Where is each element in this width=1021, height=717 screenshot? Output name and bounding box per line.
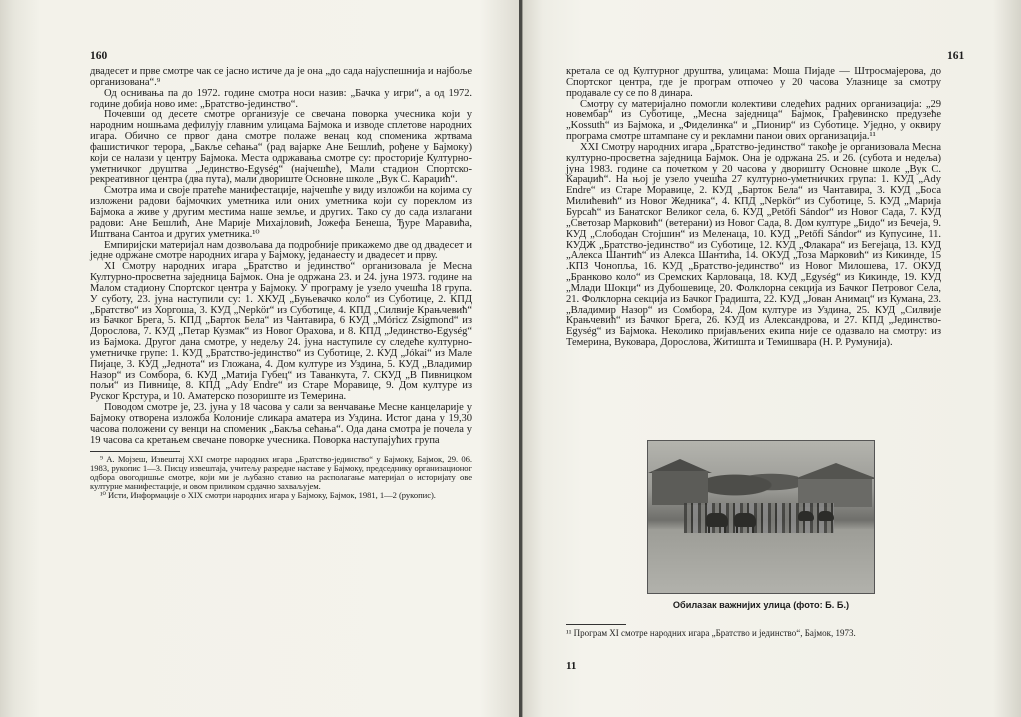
body-text: [90, 67, 472, 501]
paragraph: Смотра има и своје пратеће манифестације, најчешће у виду изложби на којима су изложени радови бајмочких уметника или оних уметника који су пореклом из Бајмока а живе у другим местима наше земље, и других. Тако су до сада излагани радови: Ане Бешлић, Ане Марије Михајловић, Јожефа Бенеша, Ђуре Маравића, Иштвана Сантоа и других уметника.¹⁰: [90, 185, 472, 240]
page-number: 160: [90, 50, 108, 62]
footnotes: [566, 620, 941, 638]
footnote: ¹¹ Програм XI смотре народних игара „Братство и јединство“, Бајмок, 1973.: [566, 628, 856, 638]
figure: [647, 440, 875, 610]
page-number: 161: [947, 50, 965, 62]
paragraph: XXI Смотру народних игара „Братство-јединство“ такође је организовала Месна културно-просветна заједница Бајмок. Она је одржана 25. и 26. (субота и недеља) јуна 1983. године са почетком у 20 часова у дворишту Основне школе „Вук С. Караџић“. На њој је узело учешћа 27 културно-уметничких група: 1. КУД „Ady Endre“ из Старе Моравице, 2. КУД „Барток Бела“ из Чантавира, 3. КУД „Боса Милићевић“ из Новог Жедника“, 4. КПД „Nepkör“ из Суботице, 5. КУД „Марија Бурсаћ“ из Банатског Великог села, 6. КУД „Petőfi Sándor“ из Новог Сада, 7. КУД „Светозар Марковић“ (ветерани) из Новог Сада, 8. Дом културе „Бидо“ из Бечеја, 9. КУД „Слободан Стојшин“ из Меленаца, 10. КУД „Petőfi Sándor“ из Купусине, 11. КУДЖ „Братство-јединство“ из Суботице, 12. КУД „Флакара“ из Бегејаца, 13. КУД „Алекса Шантић“ из Алекса Шантића, 14. ОКУД „Тоза Марковић“ из Кикинде, 15 .КПЗ Чонопља, 16. КУД „Братство-јединство“ из Новог Милошева, 17. ОКУД „Бранково коло“ из Сремских Карловаца, 18. КУД „Egység“ из Кикинде, 19. КУД „Млади Шокци“ из Дубошевице, 20. Фолклорна секција из Бачког Петровог Села, 21. Фолклорна секција из Бачког Градишта, 22. КУД „Јован Анимац“ из Кумана, 23. „Владимир Назор“ из Сомбора, 24. Дом културе из Уздина, 25. КУД „Силвије Крањчевић“ из Бачког Брега, 26. КУД из Александрова, и 27. КПД „Јединство-Egység“ из Бајмока. Неколико пријављених екипа није се одазвало на смотру: из Темерина, Вуковара, Дорослова, Житишта и Темишвара (Н. Р. Румунија).: [566, 141, 941, 349]
footnote-divider: [90, 451, 180, 452]
footnote-divider: [566, 624, 626, 625]
right-page: [522, 0, 1021, 717]
photo-caption: Обилазак важнијих улица (фото: Б. Б.): [672, 600, 850, 610]
paragraph: Поводом смотре је, 23. јуна у 18 часова у сали за венчавање Месне канцеларије у Бајмоку отворена изложба Колоније сликара аматера из Уздина. Истог дана у 19,30 часова положени су венци на споменик „Бакља сећања“. Ода дана смотра је почела у 19 часова са кретањем свечане поворке учесника. Поворка наступајућих група: [90, 402, 472, 446]
paragraph: Почевши од десете смотре организује се свечана поворка учесника који у народним ношњама дефилују главним улицама Бајмока и изводе сплетове народних игара. Обично се првог дана смотре полаже венац код споменика жртвама фашистичког терора, „Бакље сећања“ (рад вајарке Ане Бешлић, рођене у Бајмоку) који се налази у центру Бајмока. Места одржавања смотре су: просторије Културно-уметничког друштва „Јединство-Egység“ (најчешће), Мали стадион Спортско-рекреативног центра (два пута), мали двориште Основне школе „Вук С. Караџић“.: [90, 109, 472, 186]
footnote: ¹⁰ Исти, Информације о XIX смотри народних игара у Бајмоку, Бајмок, 1981, 1—2 (рукопис).: [100, 490, 436, 501]
paragraph: кретала се од Културног друштва, улицама: Моша Пијаде — Штросмајерова, до Спортског центра, где је програм отпочео у 20 часова Улазнице за смотру продавале су се по 8 динара.: [566, 66, 941, 99]
paragraph: Емпиријски материјал нам дозвољава да подробније прикажемо две од двадесет и једне одржане смотре народних игара у Бајмоку, једанаесту и двадесет и прву.: [90, 239, 472, 262]
body-text: [566, 67, 941, 349]
footnotes: [90, 455, 472, 501]
footnote: ⁹ А. Мојзеш, Извештај XXI смотре народних игара „Братство-јединство“ у Бајмоку, Бајмок, 29. 06. 1983, рукопис 1—3. Писцу извештаја, учитељу разредне наставе у Бајмоку, председнику организационог одбора овогодишње смотре, који ми је љубазно ставио на располагање материјал о историјату ове културне манифестације, и овом приликом срдачно захваљујем.: [90, 453, 472, 492]
paragraph: Смотру су материјално помогли колективи следећих радних организација: „29 новембар“ из Суботице, „Месна заједница“ Бајмок, Грађевинско предузеће „Kossuth“ из Бајмока, и „Фиделинка“ и „Пионир“ из Суботице. Уједно, у оквиру програма смотре штампане су и рекламни панои ових организација.¹¹: [566, 98, 941, 143]
paragraph: Од оснивања па до 1972. године смотра носи назив: „Бачка у игри“, а од 1972. године добија ново име: „Братство-јединство“.: [90, 87, 472, 110]
signature-mark: 11: [566, 660, 577, 672]
paragraph: двадесет и прве смотре чак се јасно истиче да је она „до сада најуспешнија и најбоље организована“.⁹: [90, 66, 472, 88]
paragraph: XI Смотру народних игара „Братство и јединство“ организовала је Месна Културно-просветна заједница Бајмок. Она је одржана 23. и 24. јуна 1973. године на Малом стадиону Спортског центра у Бајмоку. У програму је узело учешћа 18 група. У суботу, 23. јуна наступили су: 1. ХКУД „Буњевачко коло“ из Суботице, 2. КПД „Братство“ из Хоргоша, 3. КУД „Nepkör“ из Суботице, 4. КПД „Силвије Крањчевић“ из Бачког Брега, 5. КПД „Барток Бела“ из Чантавира, 6 КУД „Móricz Zsigmond“ из Дорослова, 7. КУД „Петар Кузмак“ из Новог Орахова, и 8. КПД „Јединство-Egység“ из Бајмока. Другог дана смотре, у недељу 24. јуна наступиле су следеће културно-уметничке групе: 1. КУД „Братство-јединство“ из Суботице, 2. КУД „Jókai“ из Мале Пијаце, 3. КУД „Једнота“ из Гложана, 4. Дом културе из Уздина, 5. КУД „Владимир Назор“ из Сомбора, 6. КУД „Матија Губец“ из Таванкута, 7. СКУД „В Пивницком пољи“ из Пивнице, 8. КПД „Ady Endre“ из Старе Моравице, 9. Дом културе из Руског Крстура, и 10. Аматерско позориште из Темерина.: [90, 261, 472, 403]
street-procession-photo: [647, 440, 875, 594]
